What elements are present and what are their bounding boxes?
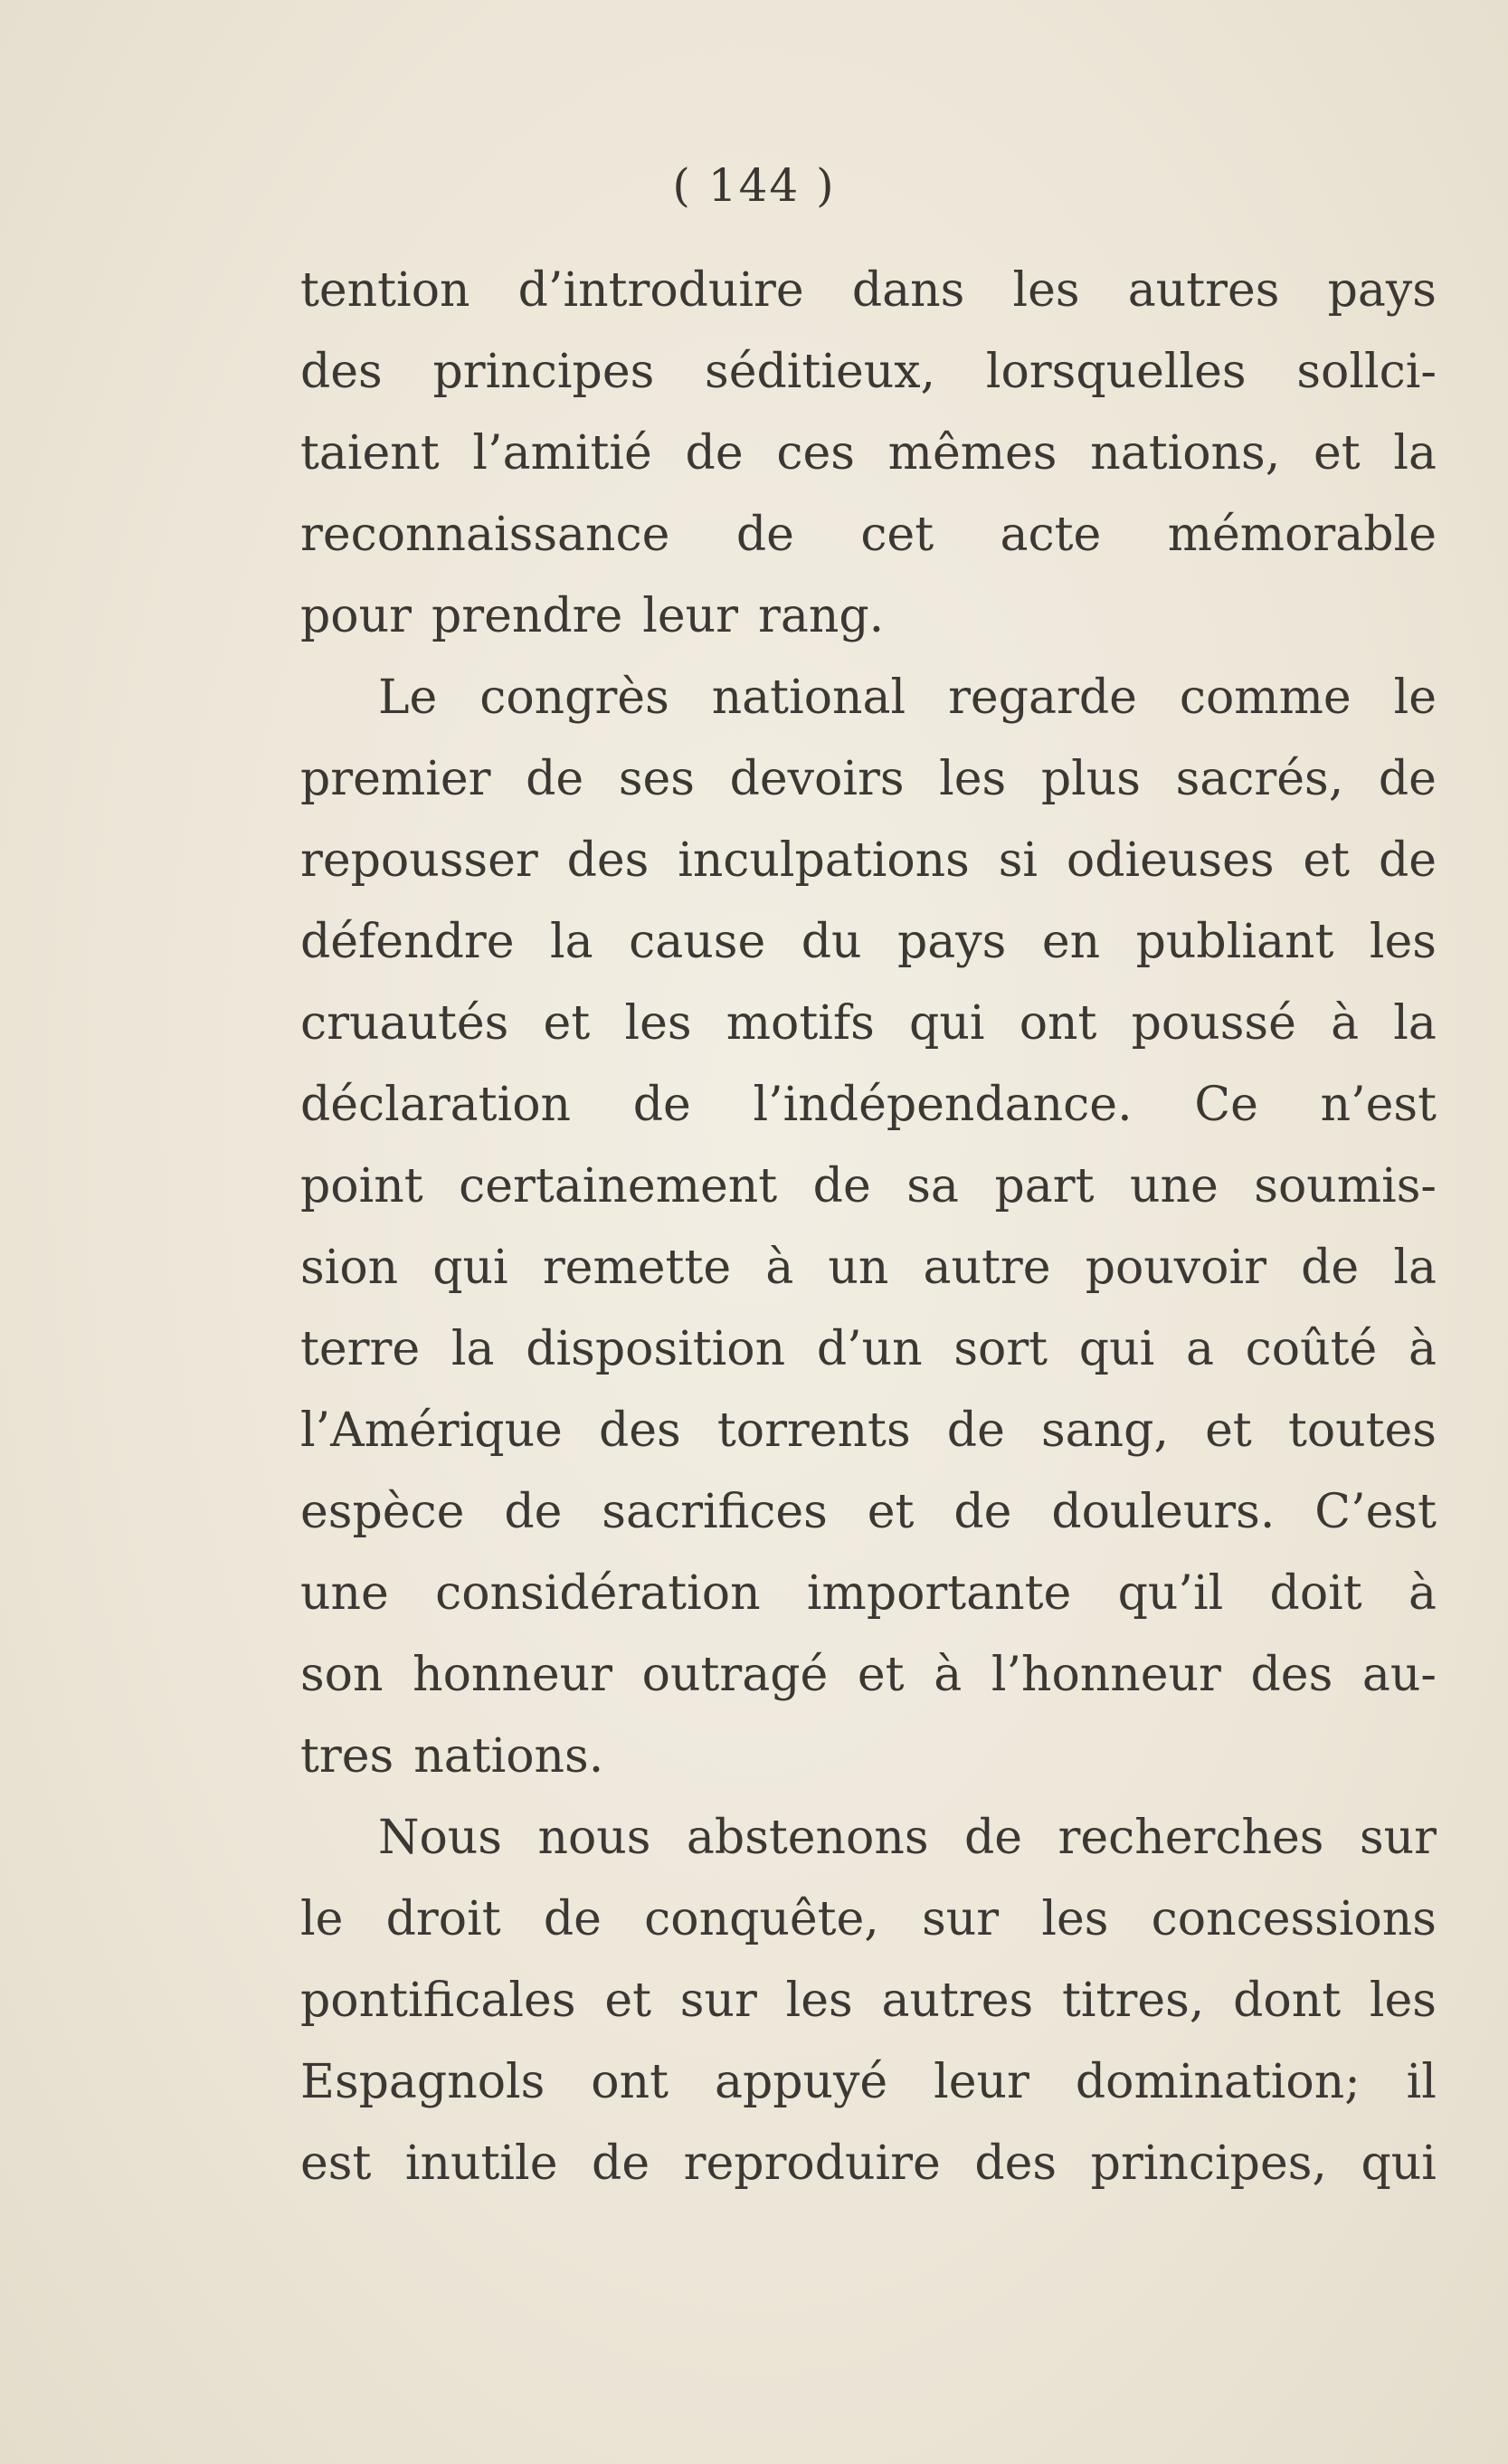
- word: qui: [432, 1241, 508, 1295]
- word: lorsquelles: [985, 345, 1247, 399]
- word: séditieux,: [705, 345, 936, 399]
- word: sang,: [1040, 1403, 1169, 1458]
- word: importante: [806, 1566, 1072, 1621]
- word: terre: [300, 1322, 421, 1376]
- word: et: [604, 1974, 651, 2028]
- word: au-: [1361, 1648, 1437, 1702]
- word: des: [1250, 1648, 1333, 1702]
- word: devoirs: [729, 752, 905, 806]
- word: concessions: [1151, 1892, 1437, 1946]
- text-line: [300, 1634, 1437, 1716]
- text-line: [300, 250, 1437, 331]
- text-line: [300, 1471, 1437, 1553]
- word: l’honneur: [991, 1648, 1221, 1702]
- word: remette: [542, 1241, 732, 1295]
- word: leur: [642, 589, 739, 643]
- word: reproduire: [683, 2136, 941, 2191]
- word: national: [711, 671, 906, 725]
- text-line: [300, 820, 1437, 901]
- word: de: [1378, 752, 1437, 806]
- word: soumis-: [1254, 1159, 1437, 1213]
- word: de: [812, 1159, 871, 1213]
- word: Ce: [1194, 1078, 1258, 1132]
- word: point: [300, 1159, 423, 1213]
- text-line: [300, 1960, 1437, 2041]
- word: la: [1393, 426, 1437, 480]
- text-line: [300, 901, 1437, 983]
- word: reconnaissance: [300, 508, 670, 562]
- word: des: [974, 2136, 1057, 2191]
- text-line: [300, 576, 1437, 657]
- word: leur: [934, 2055, 1029, 2109]
- word: sort: [953, 1322, 1048, 1376]
- word: ses: [618, 752, 695, 806]
- word: torrents: [716, 1403, 911, 1458]
- word: défendre: [300, 915, 515, 969]
- word: sacrifices: [602, 1485, 828, 1539]
- word: espèce: [300, 1485, 465, 1539]
- word: à: [765, 1241, 794, 1295]
- word: la: [1393, 996, 1437, 1051]
- word: et: [1303, 833, 1351, 888]
- text-line: [300, 1064, 1437, 1146]
- word: odieuses: [1066, 833, 1275, 888]
- word: cruautés: [300, 996, 509, 1051]
- word: les: [624, 996, 692, 1051]
- word: le: [300, 1892, 344, 1946]
- word: douleurs.: [1051, 1485, 1276, 1539]
- text-line: [300, 657, 1437, 738]
- text-line: [300, 738, 1437, 820]
- word: inculpations: [678, 833, 970, 888]
- word: appuyé: [714, 2055, 888, 2109]
- word: principes,: [1090, 2136, 1327, 2191]
- word: les: [785, 1974, 853, 2028]
- word: des: [300, 345, 383, 399]
- word: à: [1408, 1566, 1437, 1621]
- word: domination;: [1075, 2055, 1361, 2109]
- word: nations,: [1090, 426, 1281, 480]
- word: est: [300, 2136, 372, 2191]
- word: à: [1408, 1322, 1437, 1376]
- word: acte: [1000, 508, 1102, 562]
- word: droit: [385, 1892, 501, 1946]
- word: certainement: [459, 1159, 778, 1213]
- word: sion: [300, 1241, 399, 1295]
- word: de: [1301, 1241, 1360, 1295]
- word: les: [1041, 1892, 1109, 1946]
- word: sa: [906, 1159, 959, 1213]
- word: et: [1205, 1403, 1252, 1458]
- word: la: [1393, 1241, 1437, 1295]
- word: de: [543, 1892, 602, 1946]
- word: et: [857, 1648, 905, 1702]
- word: considération: [435, 1566, 761, 1621]
- word: l’indépendance.: [753, 1078, 1133, 1132]
- word: les: [1369, 1974, 1437, 2028]
- word: taient: [300, 426, 440, 480]
- word: pontificales: [300, 1974, 576, 2028]
- word: une: [300, 1566, 389, 1621]
- page-number: ( 144 ): [672, 159, 836, 212]
- word: poussé: [1131, 996, 1296, 1051]
- word: recherches: [1057, 1811, 1324, 1865]
- word: premier: [300, 752, 491, 806]
- word: à: [934, 1648, 963, 1702]
- text-line: [300, 1797, 1437, 1879]
- word: rang.: [758, 589, 885, 643]
- word: il: [1406, 2055, 1437, 2109]
- word: les: [1012, 263, 1080, 318]
- word: part: [994, 1159, 1095, 1213]
- word: de: [953, 1485, 1012, 1539]
- word: de: [526, 752, 584, 806]
- word: de: [1378, 833, 1437, 888]
- text-line: [300, 1146, 1437, 1227]
- word: l’Amérique: [300, 1403, 563, 1458]
- word: congrès: [479, 671, 669, 725]
- word: qui: [909, 996, 985, 1051]
- word: disposition: [526, 1322, 786, 1376]
- word: qu’il: [1117, 1566, 1224, 1621]
- word: pour: [300, 589, 412, 643]
- word: les: [939, 752, 1007, 806]
- text-line: [300, 1716, 1437, 1797]
- word: a: [1185, 1322, 1214, 1376]
- word: repousser: [300, 833, 538, 888]
- word: regarde: [948, 671, 1137, 725]
- word: de: [632, 1078, 691, 1132]
- word: nations.: [413, 1729, 604, 1784]
- text-line: [300, 413, 1437, 494]
- text-line: [300, 983, 1437, 1064]
- word: C’est: [1314, 1485, 1437, 1539]
- word: de: [946, 1403, 1005, 1458]
- word: inutile: [404, 2136, 558, 2191]
- text-line: [300, 1879, 1437, 1960]
- text-line: [300, 1390, 1437, 1471]
- body-text: [300, 250, 1437, 2204]
- word: Nous: [378, 1811, 502, 1865]
- word: honneur: [413, 1648, 613, 1702]
- word: doit: [1269, 1566, 1362, 1621]
- word: publiant: [1135, 915, 1334, 969]
- word: nous: [537, 1811, 651, 1865]
- word: n’est: [1320, 1078, 1437, 1132]
- word: toutes: [1287, 1403, 1437, 1458]
- word: plus: [1040, 752, 1141, 806]
- word: d’un: [816, 1322, 923, 1376]
- word: dans: [851, 263, 965, 318]
- word: sacrés,: [1175, 752, 1344, 806]
- word: mêmes: [887, 426, 1057, 480]
- word: d’introduire: [517, 263, 804, 318]
- word: ont: [1019, 996, 1097, 1051]
- word: ont: [591, 2055, 669, 2109]
- word: de: [735, 508, 794, 562]
- word: et: [1313, 426, 1361, 480]
- word: pays: [1327, 263, 1437, 318]
- word: coûté: [1245, 1322, 1378, 1376]
- word: prendre: [431, 589, 623, 643]
- word: la: [451, 1322, 495, 1376]
- word: un: [828, 1241, 889, 1295]
- word: titres,: [1062, 1974, 1205, 2028]
- word: dont: [1233, 1974, 1342, 2028]
- word: cet: [860, 508, 934, 562]
- word: sur: [1359, 1811, 1437, 1865]
- word: outragé: [641, 1648, 829, 1702]
- text-line: [300, 2041, 1437, 2123]
- word: sur: [922, 1892, 1000, 1946]
- word: de: [592, 2136, 650, 2191]
- word: son: [300, 1648, 384, 1702]
- word: qui: [1361, 2136, 1437, 2191]
- word: l’amitié: [472, 426, 652, 480]
- text-line: [300, 1553, 1437, 1634]
- word: et: [867, 1485, 915, 1539]
- word: sur: [679, 1974, 757, 2028]
- word: les: [1369, 915, 1437, 969]
- word: déclaration: [300, 1078, 571, 1132]
- word: si: [998, 833, 1039, 888]
- word: comme: [1179, 671, 1352, 725]
- word: autre: [923, 1241, 1051, 1295]
- text-line: [300, 331, 1437, 413]
- word: à: [1331, 996, 1360, 1051]
- word: ces: [776, 426, 855, 480]
- word: conquête,: [644, 1892, 879, 1946]
- word: le: [1393, 671, 1437, 725]
- word: abstenons: [686, 1811, 929, 1865]
- text-line: [300, 1308, 1437, 1390]
- word: pays: [897, 915, 1007, 969]
- word: de: [964, 1811, 1023, 1865]
- word: du: [801, 915, 862, 969]
- word: autres: [1127, 263, 1280, 318]
- word: mémorable: [1167, 508, 1437, 562]
- word: sollci-: [1296, 345, 1437, 399]
- text-line: [300, 2123, 1437, 2204]
- word: de: [685, 426, 744, 480]
- word: Espagnols: [300, 2055, 545, 2109]
- text-line: [300, 494, 1437, 576]
- word: tres: [300, 1729, 394, 1784]
- text-line: [300, 1227, 1437, 1308]
- word: en: [1041, 915, 1101, 969]
- word: tention: [300, 263, 470, 318]
- word: de: [504, 1485, 563, 1539]
- word: une: [1130, 1159, 1219, 1213]
- word: pouvoir: [1085, 1241, 1266, 1295]
- word: autres: [881, 1974, 1034, 2028]
- word: cause: [629, 915, 766, 969]
- word: Le: [378, 671, 438, 725]
- word: motifs: [726, 996, 875, 1051]
- word: et: [543, 996, 591, 1051]
- word: principes: [432, 345, 655, 399]
- word: des: [598, 1403, 681, 1458]
- word: des: [566, 833, 650, 888]
- word: qui: [1078, 1322, 1155, 1376]
- word: la: [550, 915, 593, 969]
